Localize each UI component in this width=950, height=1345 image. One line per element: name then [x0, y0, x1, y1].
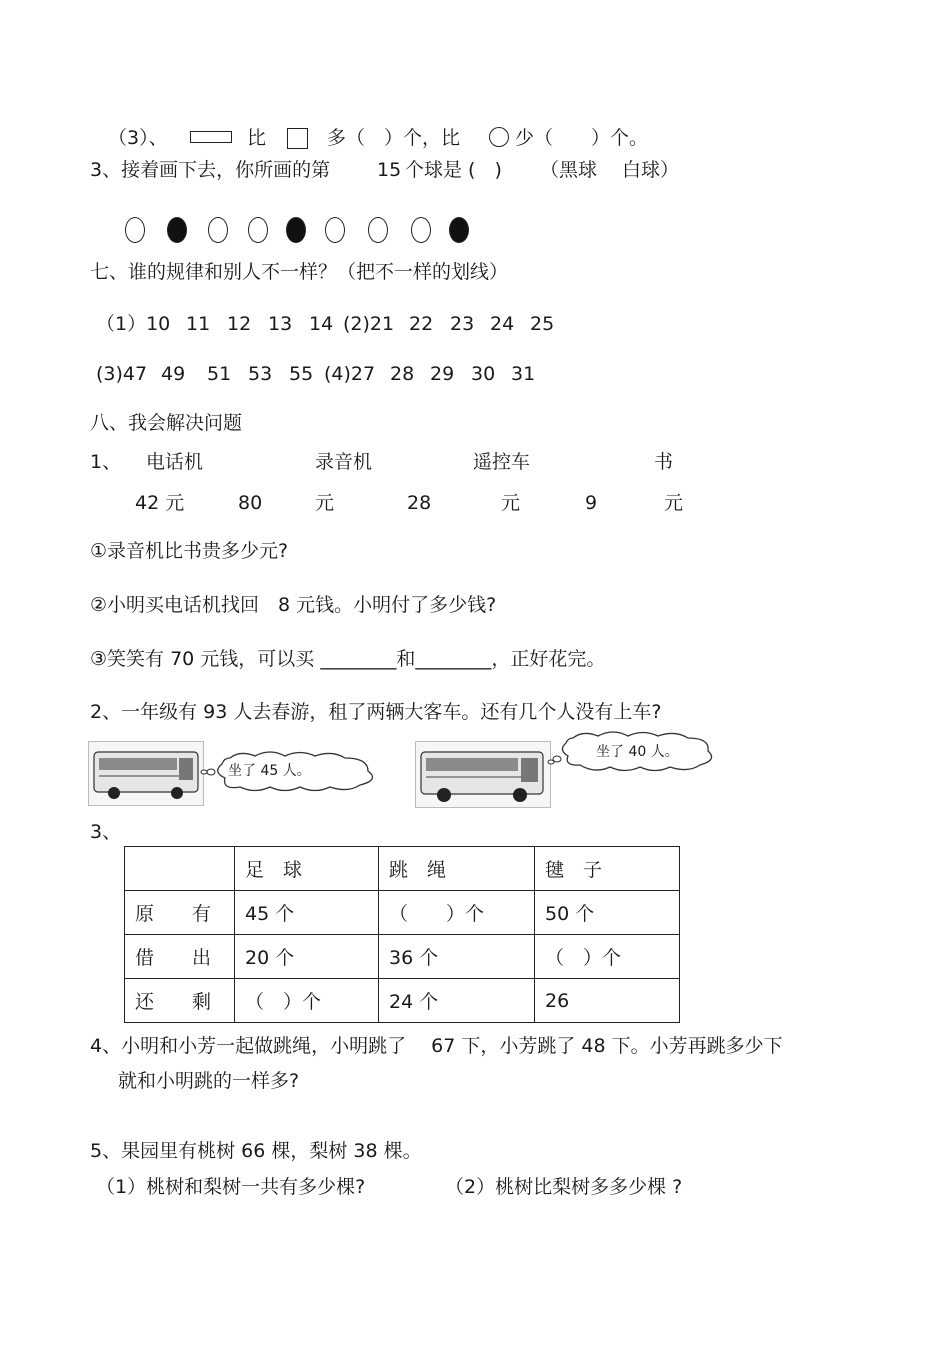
bus2-sign-text: 坐了 40 人。 [596, 744, 679, 760]
table-cell: 26 [535, 979, 680, 1023]
item-price: 28 [407, 492, 432, 514]
table-row-label: 还 剩 [125, 979, 235, 1023]
sequence-4-item: 30 [471, 363, 496, 385]
sequence-2-item: (2)21 [343, 313, 395, 335]
black-ball-icon [167, 217, 187, 243]
item-name: 遥控车 [473, 451, 531, 473]
white-ball-icon [411, 217, 431, 243]
sequence-2-item: 25 [530, 313, 555, 335]
sequence-2-item: 23 [450, 313, 475, 335]
q5-sub2: （2）桃树比梨树多多少棵 ? [445, 1176, 683, 1198]
table-cell: 36 个 [379, 935, 535, 979]
table-row-label: 原 有 [125, 891, 235, 935]
item-name: 书 [654, 451, 674, 473]
q5-sub1: （1）桃树和梨树一共有多少棵? [96, 1176, 366, 1198]
sequence-2-item: 22 [409, 313, 434, 335]
sequence-3-item: 55 [289, 363, 314, 385]
q4-line1: 4、小明和小芳一起做跳绳，小明跳了 67 下，小芳跳了 48 下。小芳再跳多少下 [90, 1035, 783, 1057]
table-header-cell: 跳 绳 [379, 847, 535, 891]
table-row [125, 979, 680, 1023]
p3-label: （3）、 [108, 127, 168, 149]
circle-shape-icon [489, 127, 509, 147]
sequence-3-item: 53 [248, 363, 273, 385]
bus-image [415, 741, 551, 808]
sequence-3-item: 51 [207, 363, 232, 385]
inventory-table [124, 846, 680, 1023]
q1-sub2: ②小明买电话机找回 8 元钱。小明付了多少钱? [90, 594, 497, 616]
table-header-cell [125, 847, 235, 891]
q4-line2: 就和小明跳的一样多? [118, 1070, 300, 1092]
section8-title: 八、我会解决问题 [90, 412, 243, 434]
white-ball-icon [325, 217, 345, 243]
sequence-3-item: (3)47 [96, 363, 148, 385]
black-ball-icon [449, 217, 469, 243]
sequence-4-item: 29 [430, 363, 455, 385]
sequence-3-item: 49 [161, 363, 186, 385]
white-ball-icon [208, 217, 228, 243]
table-cell: 20 个 [235, 935, 379, 979]
q2-text: 2、一年级有 93 人去春游，租了两辆大客车。还有几个人没有上车? [90, 701, 662, 723]
q3-table-number: 3、 [90, 821, 122, 843]
sequence-1-item: 12 [227, 313, 252, 335]
table-header-cell: 毽 子 [535, 847, 680, 891]
table-cell: 50 个 [535, 891, 680, 935]
bus1-sign-text: 坐了 45 人。 [228, 763, 311, 779]
sequence-4-item: (4)27 [324, 363, 376, 385]
item-price: 42 元 [135, 492, 185, 514]
sequence-4-item: 31 [511, 363, 536, 385]
table-row [125, 891, 680, 935]
q3-tail: 个球是 ( ) [405, 159, 502, 181]
p3-more-text: 多（ ）个，比 [327, 127, 461, 149]
item-price: 80 [238, 492, 263, 514]
white-ball-icon [125, 217, 145, 243]
table-cell: （ ）个 [379, 891, 535, 935]
sequence-1-item: 14 [309, 313, 334, 335]
section7-title: 七、谁的规律和别人不一样？（把不一样的划线） [90, 261, 509, 283]
q1-sub3: ③笑笑有 70 元钱，可以买 ________和________，正好花完。 [90, 648, 606, 670]
table-cell: 24 个 [379, 979, 535, 1023]
sequence-2-item: 24 [490, 313, 515, 335]
sequence-1-item: 11 [186, 313, 211, 335]
white-ball-icon [368, 217, 388, 243]
p3-bi-text: 比 [247, 127, 267, 149]
white-ball-icon [248, 217, 268, 243]
item-name: 电话机 [146, 451, 204, 473]
q3-number: 15 [377, 159, 402, 181]
sequence-1-item: （1）10 [96, 313, 171, 335]
rectangle-shape-icon [190, 131, 232, 143]
item-price-unit: 元 [664, 492, 684, 514]
table-header-row [125, 847, 680, 891]
q3-text: 3、接着画下去，你所画的第 [90, 159, 331, 181]
item-price: 9 [585, 492, 598, 514]
item-name: 录音机 [315, 451, 373, 473]
q1-number: 1、 [90, 451, 122, 473]
bus-image [88, 741, 204, 806]
table-row [125, 935, 680, 979]
table-cell: （ ）个 [535, 935, 680, 979]
table-cell: 45 个 [235, 891, 379, 935]
q1-sub1: ①录音机比书贵多少元? [90, 540, 289, 562]
q3-options: （黑球 白球） [540, 159, 680, 181]
q5-line1: 5、果园里有桃树 66 棵，梨树 38 棵。 [90, 1140, 422, 1162]
table-cell: （ ）个 [235, 979, 379, 1023]
black-ball-icon [286, 217, 306, 243]
p3-less-text: 少（ ）个。 [515, 127, 649, 149]
sequence-4-item: 28 [390, 363, 415, 385]
sequence-1-item: 13 [268, 313, 293, 335]
item-price-unit: 元 [501, 492, 521, 514]
table-header-cell: 足 球 [235, 847, 379, 891]
square-shape-icon [287, 128, 308, 149]
table-row-label: 借 出 [125, 935, 235, 979]
item-price-unit: 元 [315, 492, 335, 514]
